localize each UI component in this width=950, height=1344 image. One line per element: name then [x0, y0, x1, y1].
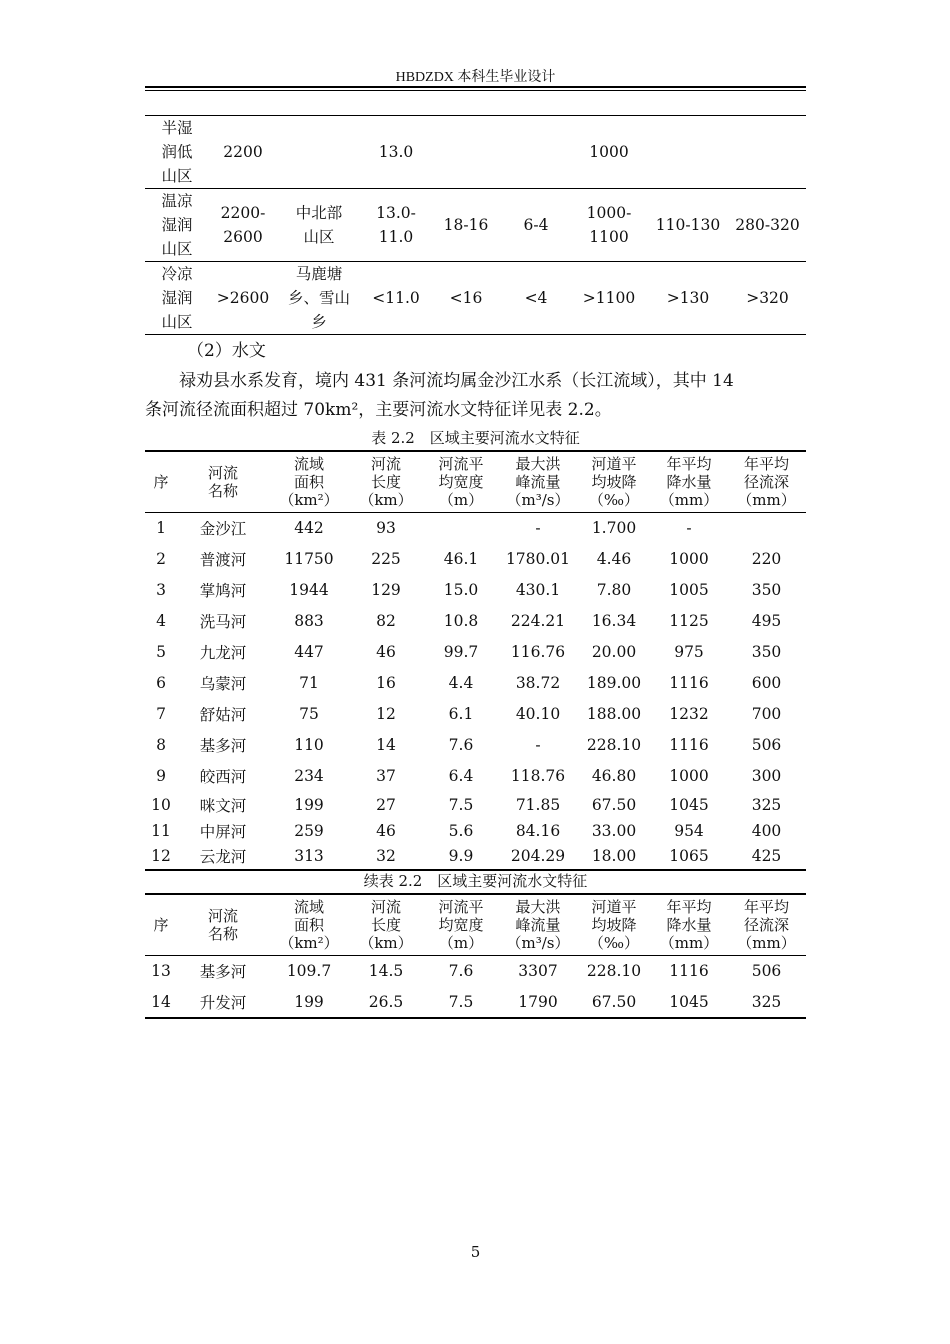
table-cell: 234	[294, 767, 324, 785]
table-cell: 11	[151, 821, 171, 840]
table-cell: 1.700	[591, 519, 637, 538]
table-cell: 7.6	[448, 736, 474, 754]
climate-zone-table	[145, 115, 806, 335]
table-cell: >130	[647, 262, 729, 335]
table-cell: 32	[349, 844, 423, 870]
table-cell: 110	[294, 736, 324, 754]
table-cell: 皎西河	[199, 768, 247, 786]
table-cell	[727, 513, 806, 544]
table-cell: 12	[376, 705, 396, 723]
paragraph-line-1: 禄劝县水系发育，境内 431 条河流均属金沙江水系（长江流域），其中 14	[179, 371, 734, 391]
table-cell	[647, 116, 729, 189]
table-cell: 马鹿塘 乡、雪山 乡	[277, 262, 361, 335]
table-cell: 8	[156, 736, 166, 754]
table-cell: 71	[299, 674, 319, 692]
table-cell: 12	[145, 844, 177, 870]
table-cell: 954	[674, 821, 704, 840]
table-row	[145, 544, 806, 575]
table-cell: 46.1	[443, 550, 479, 568]
table-cell: 1944	[289, 581, 329, 599]
table-cell: 259	[294, 821, 324, 840]
column-header: 河道平 均坡降 （‰）	[577, 451, 651, 513]
table-row	[145, 792, 806, 818]
paragraph-line-2: 条河流径流面积超过 70km²，主要河流水文特征详见表 2.2。	[145, 400, 612, 420]
table-cell: 425	[727, 844, 806, 870]
table-cell: 7.6	[448, 962, 474, 981]
table-cell: 495	[751, 612, 782, 630]
table-cell: >2600	[209, 262, 277, 335]
table-cell: 9.9	[423, 844, 499, 870]
table-cell: 乌蒙河	[199, 675, 247, 693]
table-row	[145, 956, 806, 987]
table-cell: 129	[371, 581, 401, 599]
table-cell: 1000	[669, 767, 709, 785]
column-header: 最大洪 峰流量 （m³/s）	[499, 451, 577, 513]
table-cell: 46	[376, 821, 396, 840]
table-row	[145, 668, 806, 699]
table-cell: 67.50	[591, 795, 637, 814]
table-cell: 1005	[669, 581, 709, 599]
column-header: 河流 名称	[177, 894, 269, 956]
column-header: 年平均 径流深 （mm）	[727, 451, 806, 513]
column-header: 河流 长度 （km）	[349, 894, 423, 956]
table-row	[145, 699, 806, 730]
table-cell: 84.16	[515, 821, 561, 840]
table-cell: 313	[269, 844, 349, 870]
column-header: 河流平 均宽度 （m）	[423, 451, 499, 513]
table-cell: 99.7	[443, 643, 479, 661]
table-cell: -	[686, 519, 692, 538]
table-cell: 350	[751, 581, 782, 599]
table-cell: 4.4	[448, 674, 474, 692]
table-cell: 18-16	[431, 189, 501, 262]
table-cell: 5	[156, 643, 166, 661]
table-cell: 38.72	[515, 674, 561, 692]
table-cell: 40.10	[515, 705, 561, 723]
table-cell: 1780.01	[505, 550, 571, 568]
table-cell: 1000	[571, 116, 647, 189]
table-cell: <16	[431, 262, 501, 335]
table-cell: 883	[294, 612, 324, 630]
table-cell: 2200- 2600	[209, 189, 277, 262]
table-cell: 228.10	[586, 736, 642, 754]
table-cell: 1045	[651, 987, 727, 1018]
table-cell: 33.00	[591, 821, 637, 840]
table-cell: -	[535, 519, 541, 538]
table-cell: 1116	[669, 736, 709, 754]
table-cell: 15.0	[443, 581, 479, 599]
column-header: 流域 面积 （km²）	[269, 894, 349, 956]
table-cell: 228.10	[586, 962, 642, 981]
table-row	[145, 189, 806, 262]
table-row	[145, 262, 806, 335]
page-number: 5	[470, 1243, 481, 1261]
table-row	[145, 513, 806, 544]
table-cell: 71.85	[515, 795, 561, 814]
column-header: 流域 面积 （km²）	[269, 451, 349, 513]
table-cell: 225	[371, 550, 401, 568]
table-cell: 7.80	[596, 581, 632, 599]
table-cell: 26.5	[349, 987, 423, 1018]
table-cell: 洗马河	[199, 613, 247, 631]
table-cell: 93	[376, 519, 396, 538]
table-cell: 325	[751, 795, 782, 814]
table-cell: 110-130	[647, 189, 729, 262]
river-hydrology-table	[145, 450, 806, 871]
column-header: 序	[145, 451, 177, 513]
column-header: 序	[145, 894, 177, 956]
column-header: 河道平 均坡降 （‰）	[577, 894, 651, 956]
header-rule-thin	[145, 90, 806, 91]
table-cell	[277, 116, 361, 189]
table-cell: 1116	[669, 674, 709, 692]
table-cell: 4	[156, 612, 166, 630]
table-cell	[431, 116, 501, 189]
table-cell: 6	[156, 674, 166, 692]
table2-caption: 续表 2.2 区域主要河流水文特征	[363, 872, 588, 890]
table-cell: 37	[376, 767, 396, 785]
column-header: 河流 长度 （km）	[349, 451, 423, 513]
table-cell: 204.29	[499, 844, 577, 870]
table-cell: 14	[145, 987, 177, 1018]
table-cell: 3307	[518, 962, 558, 981]
section-heading: （2）水文	[187, 341, 266, 361]
table-cell: 九龙河	[199, 644, 247, 662]
table-row	[145, 606, 806, 637]
page-header: HBDZDX 本科生毕业设计	[395, 70, 556, 85]
table-cell: 温凉 湿润 山区	[145, 189, 209, 262]
table-cell: 7	[156, 705, 166, 723]
table-cell: 云龙河	[177, 844, 269, 870]
column-header: 年平均 降水量 （mm）	[651, 894, 727, 956]
table-cell: 600	[751, 674, 782, 692]
table-cell: 掌鸠河	[199, 582, 247, 600]
table-cell: 1045	[669, 795, 709, 814]
table-cell: 442	[294, 519, 324, 538]
table-cell: -	[535, 736, 541, 754]
table-row	[145, 637, 806, 668]
table-cell: 224.21	[510, 612, 566, 630]
table-cell: <4	[501, 262, 571, 335]
table-cell: 2	[156, 550, 166, 568]
table-cell: 中屏河	[199, 822, 247, 841]
table-cell: 199	[294, 795, 324, 814]
table-cell: 基多河	[199, 737, 247, 755]
table-cell: 16.34	[591, 612, 637, 630]
table-cell: 6-4	[501, 189, 571, 262]
table-cell: 189.00	[586, 674, 642, 692]
table-cell: 14.5	[368, 962, 404, 981]
table-cell: 1232	[669, 705, 709, 723]
column-header: 年平均 降水量 （mm）	[651, 451, 727, 513]
table-row	[145, 818, 806, 844]
table-cell: 700	[751, 705, 782, 723]
table-cell: 506	[751, 962, 782, 981]
table-cell: 199	[269, 987, 349, 1018]
table-cell: 中北部 山区	[277, 189, 361, 262]
table-cell: 46.80	[591, 767, 637, 785]
table-cell: 118.76	[510, 767, 566, 785]
table-row	[145, 116, 806, 189]
table-cell: 27	[376, 795, 396, 814]
table-cell: 82	[376, 612, 396, 630]
table-cell: 220	[751, 550, 782, 568]
table-cell: 1	[156, 519, 166, 538]
table-cell	[423, 513, 499, 544]
column-header: 年平均 径流深 （mm）	[727, 894, 806, 956]
table-cell: 7.5	[423, 987, 499, 1018]
table-cell: 5.6	[448, 821, 474, 840]
table-cell: 2200	[209, 116, 277, 189]
table-cell: 13	[151, 962, 171, 981]
table-cell: 普渡河	[199, 551, 247, 569]
table-cell: 325	[727, 987, 806, 1018]
table-cell: 10.8	[443, 612, 479, 630]
table-row	[145, 761, 806, 792]
table-cell: 7.5	[448, 795, 474, 814]
table-cell: 11750	[284, 550, 334, 568]
table-cell: 咪文河	[199, 796, 247, 815]
table-cell: 67.50	[577, 987, 651, 1018]
table-cell: 975	[674, 643, 704, 661]
table-cell: 430.1	[515, 581, 561, 599]
table-cell	[501, 116, 571, 189]
table-cell: >320	[729, 262, 806, 335]
table-cell: 447	[294, 643, 324, 661]
table-cell: 14	[376, 736, 396, 754]
table-cell: 9	[156, 767, 166, 785]
table-cell	[729, 116, 806, 189]
table-cell: 舒姑河	[199, 706, 247, 724]
column-header: 河流 名称	[177, 451, 269, 513]
table1-caption: 表 2.2 区域主要河流水文特征	[371, 429, 580, 447]
table-cell: 1116	[669, 962, 709, 981]
table-cell: 10	[151, 795, 171, 814]
table-row	[145, 730, 806, 761]
table-row	[145, 987, 806, 1018]
table-cell: 1000	[669, 550, 709, 568]
table-cell: 350	[751, 643, 782, 661]
table-cell: <11.0	[361, 262, 431, 335]
column-header: 最大洪 峰流量 （m³/s）	[499, 894, 577, 956]
header-rule-thick	[145, 86, 806, 88]
table-cell: 1125	[669, 612, 709, 630]
table-cell: 46	[376, 643, 396, 661]
table-cell: 188.00	[586, 705, 642, 723]
table-cell: 18.00	[577, 844, 651, 870]
table-cell: 金沙江	[199, 520, 247, 539]
river-hydrology-table-continued	[145, 893, 806, 1019]
table-cell: 400	[751, 821, 782, 840]
table-cell: 300	[751, 767, 782, 785]
table-cell: 280-320	[729, 189, 806, 262]
table-cell: 13.0- 11.0	[361, 189, 431, 262]
column-header: 河流平 均宽度 （m）	[423, 894, 499, 956]
table-row	[145, 844, 806, 870]
table-cell: 1000- 1100	[571, 189, 647, 262]
table-cell: 1790	[499, 987, 577, 1018]
table-cell: 116.76	[510, 643, 566, 661]
table-cell: 13.0	[361, 116, 431, 189]
table-cell: 6.4	[448, 767, 474, 785]
table-cell: 75	[299, 705, 319, 723]
table-cell: 506	[751, 736, 782, 754]
table-cell: 16	[376, 674, 396, 692]
table-cell: 半湿 润低 山区	[145, 116, 209, 189]
table-cell: 20.00	[591, 643, 637, 661]
table-cell: 3	[156, 581, 166, 599]
table-cell: 冷凉 湿润 山区	[145, 262, 209, 335]
table-row	[145, 575, 806, 606]
table-cell: 109.7	[286, 962, 332, 981]
table-cell: 1065	[651, 844, 727, 870]
table-cell: 4.46	[596, 550, 632, 568]
table-cell: 基多河	[199, 963, 247, 982]
table-cell: 升发河	[177, 987, 269, 1018]
table-cell: 6.1	[448, 705, 474, 723]
table-cell: >1100	[571, 262, 647, 335]
